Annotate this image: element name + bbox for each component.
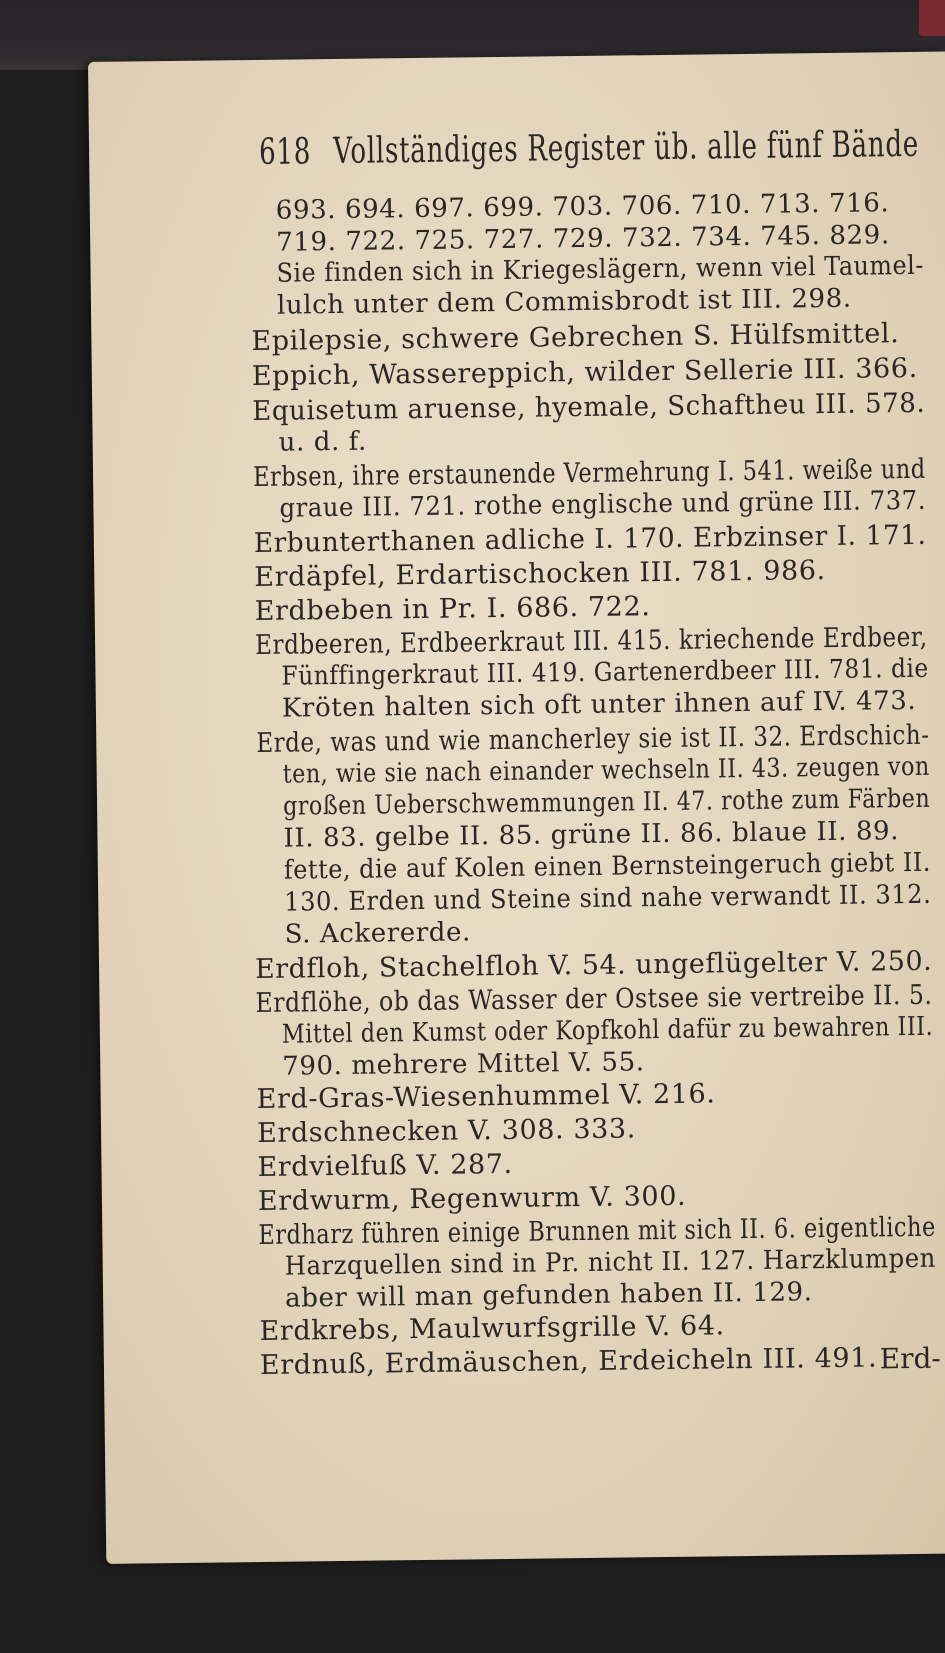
text-line: Erdkrebs, Maulwurfsgrille V. 64.: [259, 1310, 725, 1347]
text-line: Erdnuß, Erdmäuschen, Erdeicheln III. 491.: [259, 1342, 878, 1381]
text-line: Erdäpfel, Erdartischocken III. 781. 986.: [254, 555, 826, 594]
text-line: Erbsen, ihre erstaunende Vermehrung I. 541. weiße und: [252, 453, 926, 494]
text-line: Erdschnecken V. 308. 333.: [256, 1113, 637, 1150]
text-line: Erbunterthanen adliche I. 170. Erbzinser I. 171.: [253, 519, 927, 560]
text-line: Kröten halten sich oft unter ihnen auf IV. 473.: [281, 685, 917, 724]
text-line: Erdflöhe, ob das Wasser der Ostsee sie vertreibe II. 5.: [255, 979, 933, 1020]
text-line: S. Ackererde.: [284, 917, 472, 950]
text-line: Eppich, Wassereppich, wilder Sellerie III. 366.: [251, 352, 918, 393]
text-line: Equisetum aruense, hyemale, Schaftheu III. 578.: [252, 387, 926, 428]
text-line: Mittel den Kumst oder Kopfkohl dafür zu bewahren III.: [281, 1011, 934, 1050]
running-header: [258, 123, 920, 173]
text-line: fette, die auf Kolen einen Bernsteingeruch giebt II.: [283, 847, 932, 886]
text-line: aber will man gefunden haben II. 129.: [284, 1277, 813, 1314]
text-line: Erde, was und wie mancherley sie ist II. 32. Erdschich-: [256, 719, 930, 759]
text-line: Erdbeben in Pr. I. 686. 722.: [254, 591, 651, 628]
text-line: Erdfloh, Stachelfloh V. 54. ungeflügelter V. 250.: [254, 945, 933, 986]
text-line: Erdbeeren, Erdbeerkraut III. 415. kriechende Erdbeer,: [254, 621, 928, 662]
catchword: Erd-: [879, 1341, 942, 1376]
text-line: lulch unter dem Commisbrodt ist III. 298.: [276, 283, 852, 321]
book-page: [88, 52, 945, 1564]
text-line: Erdvielfuß V. 287.: [257, 1148, 513, 1184]
text-line: Erdwurm, Regenwurm V. 300.: [257, 1180, 687, 1218]
text-line: Fünffingerkraut III. 419. Gartenerdbeer III. 781. die: [281, 653, 929, 692]
text-line: 130. Erden und Steine sind nahe verwandt II. 312.: [284, 879, 932, 918]
text-line: Harzquellen sind in Pr. nicht II. 127. Harzklumpen: [284, 1243, 937, 1282]
page-number: 618: [258, 131, 312, 173]
text-line: 790. mehrere Mittel V. 55.: [282, 1047, 645, 1082]
text-line: 719. 722. 725. 727. 729. 732. 734. 745. 829.: [276, 220, 890, 258]
text-line: 693. 694. 697. 699. 703. 706. 710. 713. 716.: [275, 188, 890, 226]
text-line: Erd-Gras-Wiesenhummel V. 216.: [256, 1078, 716, 1116]
text-line: ten, wie sie nach einander wechseln II. 43. zeugen von: [282, 751, 930, 790]
text-line: Erdharz führen einige Brunnen mit sich II. 6. eigentliche: [258, 1211, 936, 1252]
text-line: Epilepsie, schwere Gebrechen S. Hülfsmittel.: [251, 318, 900, 358]
text-line: graue III. 721. rothe englische und grüne III. 737.: [279, 485, 927, 524]
text-line: II. 83. gelbe II. 85. grüne II. 86. blaue II. 89.: [283, 816, 900, 854]
bookmark-ribbon: [919, 0, 945, 36]
text-line: u. d. f.: [278, 426, 368, 458]
register-text: [90, 188, 945, 1381]
text-line: großen Ueberschwemmungen II. 47. rothe zum Färben: [282, 783, 931, 822]
header-title: Vollständiges Register üb. alle fünf Bände: [332, 123, 920, 173]
text-line: Sie finden sich in Kriegeslägern, wenn viel Taumel-: [276, 250, 925, 289]
